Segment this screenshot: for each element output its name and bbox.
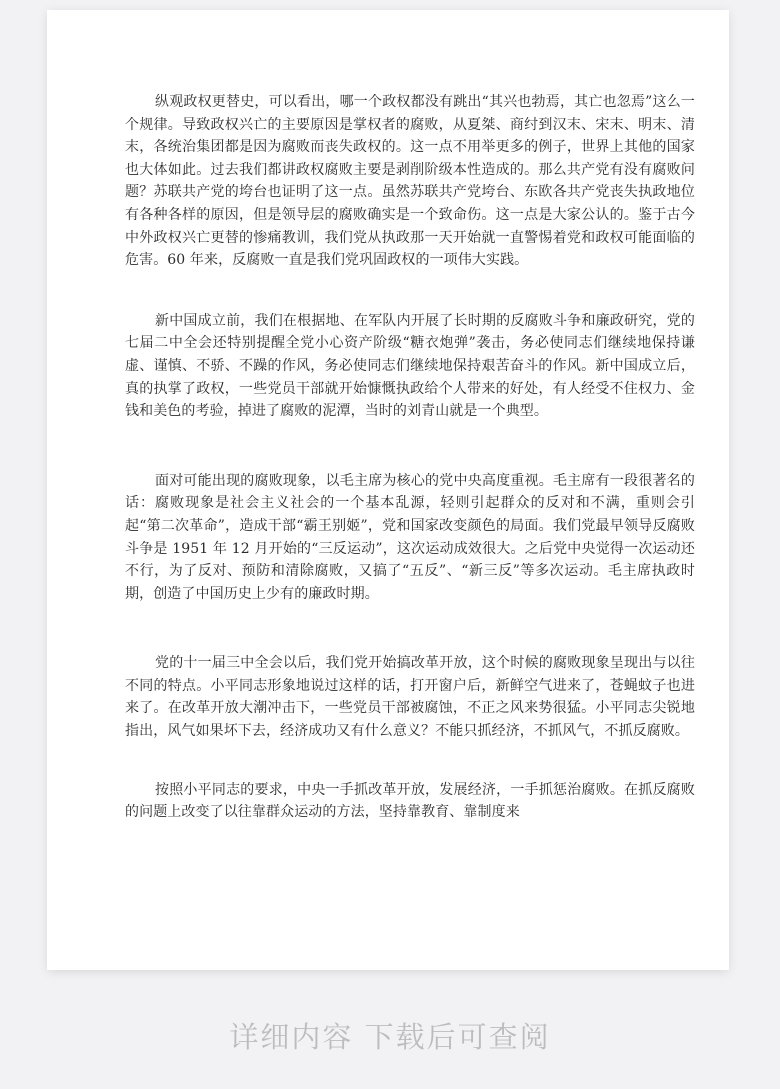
document-body bbox=[125, 91, 695, 824]
document-page bbox=[47, 10, 729, 970]
paragraph: 按照小平同志的要求，中央一手抓改革开放，发展经济，一手抓惩治腐败。在抓反腐败的问题上改变了以往靠群众运动的方法，坚持靠教育、靠制度来 bbox=[125, 781, 695, 821]
paragraph: 新中国成立前，我们在根据地、在军队内开展了长时期的反腐败斗争和廉政研究，党的七届二中全会还特别提醒全党小心资产阶级“糖衣炮弹”袭击，务必使同志们继续地保持谦虚、谨慎、不骄、不躁的作风，务必使同志们继续地保持艰苦奋斗的作风。新中国成立后，真的执掌了政权，一些党员干部就开始慷慨执政给个人带来的好处，有人经受不住权力、金钱和美色的考验，掉进了腐败的泥潭，当时的刘青山就是一个典型。 bbox=[125, 312, 695, 420]
paragraph: 面对可能出现的腐败现象，以毛主席为核心的党中央高度重视。毛主席有一段很著名的话：腐败现象是社会主义社会的一个基本乱源，轻则引起群众的反对和不满，重则会引起“第二次革命”，造成干部“霸王别姬”，党和国家改变颜色的局面。我们党最早领导反腐败斗争是 1951 年 12 月开始的“三反运动”，这次运动成效很大。之后党中央觉得一次运动还不行，为了反对、预防和清除腐败，又搞了“五反”、“新三反”等多次运动。毛主席执政时期，创造了中国历史上少有的廉政时期。 bbox=[125, 472, 695, 602]
download-prompt: 详细内容 下载后可查阅 bbox=[229, 1020, 551, 1054]
paragraph: 纵观政权更替史，可以看出，哪一个政权都没有跳出“其兴也勃焉，其亡也忽焉”这么一个规律。导致政权兴亡的主要原因是掌权者的腐败，从夏桀、商纣到汉末、宋末、明末、清末，各统治集团都是因为腐败而丧失政权的。这一点不用举更多的例子，世界上其他的国家也大体如此。过去我们都讲政权腐败主要是剥削阶级本性造成的。那么共产党有没有腐败问题？苏联共产党的垮台也证明了这一点。虽然苏联共产党垮台、东欧各共产党丧失执政地位有各种各样的原因，但是领导层的腐败确实是一个致命伤。这一点是大家公认的。鉴于古今中外政权兴亡更替的惨痛教训，我们党从执政那一天开始就一直警惕着党和政权可能面临的危害。60 年来，反腐败一直是我们党巩固政权的一项伟大实践。 bbox=[125, 94, 695, 269]
paragraph: 党的十一届三中全会以后，我们党开始搞改革开放，这个时候的腐败现象呈现出与以往不同的特点。小平同志形象地说过这样的话，打开窗户后，新鲜空气进来了，苍蝇蚊子也进来了。在改革开放大潮冲击下，一些党员干部被腐蚀，不正之风来势很猛。小平同志尖锐地指出，风气如果坏下去，经济成功又有什么意义？不能只抓经济，不抓风气，不抓反腐败。 bbox=[125, 655, 695, 740]
